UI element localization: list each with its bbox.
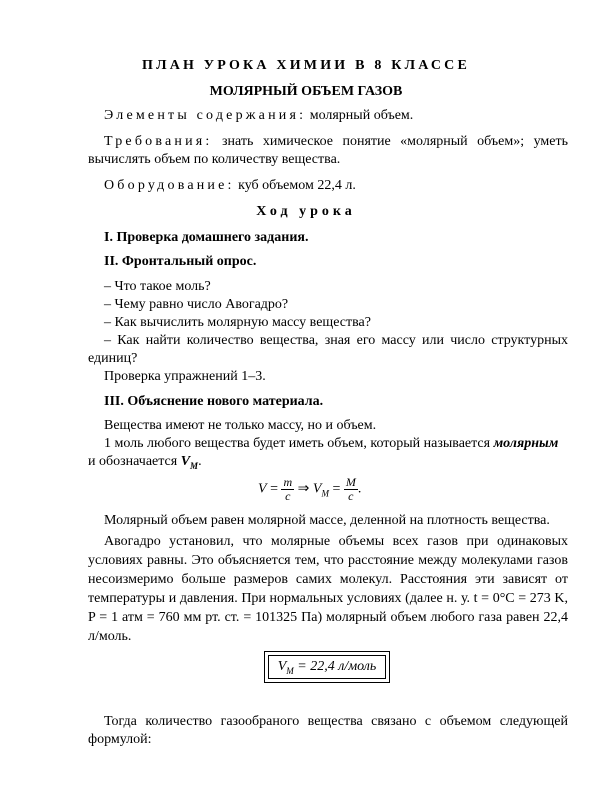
paragraph-2-line2 [88,453,568,475]
formula-v: V [258,481,267,497]
paragraph-4-line6: л/моль. [88,629,132,644]
equipment-line [104,177,568,194]
paragraph-2-text: 1 моль любого вещества будет иметь объем, который называется [104,436,494,451]
fraction-m-over-c: $\frac{m}{c}$ [283,475,293,503]
paragraph-4-line4: температуры и давления. При нормальных условиях (далее н. у. t = 0°C = 273 K, [88,591,568,606]
paragraph-1: Вещества имеют не только массу, но и объем. [104,418,377,433]
box-vm-symbol: V [277,659,287,674]
formula-box-inner: $V_M = 22,4$ л/моль [268,655,386,679]
formula-molar-volume: V = $\frac{m}{c}$ ⇒ $V_M$ = $\frac{M}{c}$ . [258,475,362,503]
vm-subscript: M [190,460,199,471]
molar-term: молярным [493,436,559,451]
lesson-subtitle: МОЛЯРНЫЙ ОБЪЕМ ГАЗОВ [209,84,403,99]
question-item: – Чему равно число Авогадро? [104,297,289,312]
vm-symbol: V [180,454,191,469]
section-1-heading: I. Проверка домашнего задания. [104,230,309,245]
question-item-line2: единиц? [88,351,138,366]
question-item: – Как вычислить молярную массу вещества? [104,315,371,330]
paragraph-5-line1: Тогда количество газообраного вещества связано с объемом следующей [104,714,568,729]
exercise-check: Проверка упражнений 1–3. [104,369,266,384]
elements-line [104,107,568,124]
requirements-label: Требования: [104,134,213,149]
formula-vm: V [312,481,322,497]
fraction-M-over-c: $\frac{M}{c}$ [345,475,356,503]
formula-box [264,651,390,683]
lesson-title: ПЛАН УРОКА ХИМИИ В 8 КЛАССЕ [141,58,470,73]
section-3-heading: III. Объяснение нового материала. [104,394,324,409]
elements-label: Элементы содержания: [104,108,307,123]
elements-text: молярный объем. [306,108,414,123]
paragraph-4-line5: P = 1 атм = 760 мм рт. ст. = 101325 Па) молярный объем любого газа равен 22,4 [88,610,568,625]
question-item-line1: – Как найти количество вещества, зная его массу или число структурных [104,333,568,348]
question-item: – Что такое моль? [104,279,211,294]
requirements-line2: вычислять объем по количеству вещества. [88,152,341,167]
paragraph-2-line1 [104,435,568,452]
requirements-text: знать химическое понятие «молярный объем»; уметь [212,134,568,149]
course-heading: Ход урока [256,204,356,219]
implies-arrow: ⇒ [297,481,310,497]
paragraph-4-line2: условиях равны. Это объясняется тем, что расстояние между молекулами газов [88,553,568,568]
paragraph-4-line1: Авогадро установил, что молярные объемы всех газов при одинаковых [104,534,568,549]
paragraph-4-line3: несоизмеримо больше размеров самих молекул. Расстояния эти зависят от [88,572,568,587]
box-vm-value: = 22,4 л/моль [293,659,377,674]
equipment-label: Оборудование: [104,178,235,193]
paragraph-2-end: . [198,454,202,469]
paragraph-5-line2: формулой: [88,732,152,747]
paragraph-3: Молярный объем равен молярной массе, деленной на плотность вещества. [104,513,550,528]
requirements-line1 [104,133,568,150]
paragraph-2-text2: и обозначается [88,454,181,469]
equipment-text: куб объемом 22,4 л. [234,178,356,193]
section-2-heading: II. Фронтальный опрос. [104,254,257,269]
